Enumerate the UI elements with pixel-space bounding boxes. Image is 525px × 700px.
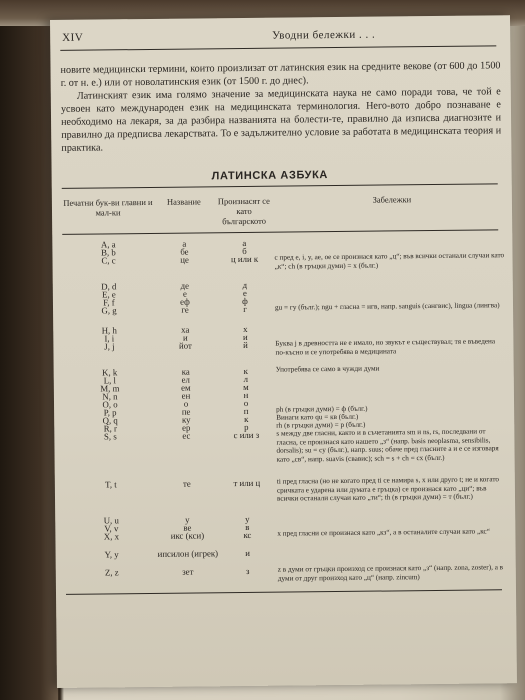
letter-cell: D, d <box>101 281 117 292</box>
letter-cell: B, b <box>101 247 116 258</box>
col-header-pronounced: Произнасят се като българското <box>217 195 270 227</box>
col-header-printed: Печатни бук-ви главни и мал-ки <box>63 196 153 218</box>
table-title: ЛАТИНСКА АЗБУКА <box>211 169 329 183</box>
pronunciation-cell: в <box>245 521 250 532</box>
letter-cell: X, x <box>103 531 120 542</box>
running-title: Уводни бележки . . . <box>272 28 376 42</box>
note-cell: x пред гласни се произнася като „кз“, а в останалите случаи като „кс“ <box>277 527 490 538</box>
name-cell: у <box>184 514 190 525</box>
note-cell <box>275 321 505 323</box>
table-row <box>66 545 506 560</box>
pronunciation-cell: и <box>245 547 251 558</box>
letter-cell: R, r <box>103 423 117 434</box>
col-header-name: Название <box>166 196 201 207</box>
letter-cell: H, h <box>101 325 117 336</box>
table-row <box>65 475 505 503</box>
name-cell: зет <box>182 566 194 577</box>
letter-cell: J, j <box>104 341 115 352</box>
pronunciation-cell: ф <box>242 295 248 307</box>
table-top-rule <box>62 183 498 189</box>
letter-cell: A, a <box>100 239 116 250</box>
note-cell <box>278 545 508 547</box>
letter-cell: C, c <box>101 255 116 266</box>
note-cell: gu = гу (бълг.); ngu + гласна = нгв, напр. sanguis (сангвис), lingua (лингва) <box>274 301 500 312</box>
pronunciation-cell: а <box>242 237 247 248</box>
letter-cell: V, v <box>104 523 119 534</box>
name-cell: икс (кси) <box>170 530 205 541</box>
name-cell: те <box>182 478 191 489</box>
letter-cell: O, o <box>102 399 118 410</box>
running-header <box>62 27 500 46</box>
pronunciation-cell: у <box>244 513 250 524</box>
letter-cell: G, g <box>101 305 117 316</box>
letter-cell: Z, z <box>104 567 119 578</box>
pronunciation-cell: л <box>243 373 249 384</box>
name-cell: йот <box>178 340 192 351</box>
pronunciation-cell: т или ц <box>233 477 261 489</box>
note-cell <box>275 285 505 287</box>
note-cell: Винаги като qu = кв (бълг.) <box>276 412 359 422</box>
pronunciation-cell: к <box>243 365 248 376</box>
note-cell: z в думи от гръцки произход се произнася като „з“ (напр. zona, zoster), а в думи от друг произход като „ц“ (напр. zincum) <box>277 563 504 583</box>
page-number: XIV <box>62 31 84 44</box>
note-cell <box>276 379 506 381</box>
letter-cell: P, p <box>103 407 117 418</box>
note-cell <box>276 387 506 389</box>
table-row <box>64 363 504 378</box>
name-cell: е <box>182 288 187 299</box>
note-cell <box>277 511 507 513</box>
name-cell: де <box>180 280 190 291</box>
note-cell: Буква j в древността не е имало, но звукът е съществувал; тя е въведена по-късно и се употребява в медицината <box>275 337 496 357</box>
header-rule <box>60 45 496 51</box>
note-cell: s между две гласни, както и в съчетанията sm и ns, rs, последвани от гласна, се произнася като нашето „з“ (напр. basis neoplasma, sensibilis, dorsalis); su = су (бълг.), напр. suus; обаче пред гласните a и e се изговаря като „св“, напр. suavis (свавис); sch = s + ch = сх (бълг.) <box>276 427 499 464</box>
letter-cell: Y, y <box>104 549 119 560</box>
note-cell: ti пред гласна (но не когато пред ti се намира s, x или друго t; не и когато сричката е ударена или думата е гръцка) се произнася като „ци“; във всички останали случаи като „ти“; th (в гръцки думи) = т (бълг.) <box>276 475 500 503</box>
pronunciation-cell: с или з <box>233 429 260 441</box>
table-row <box>63 321 503 336</box>
pronunciation-cell: кс <box>243 529 252 541</box>
pronunciation-cell: к <box>243 413 249 424</box>
name-cell: ге <box>181 304 189 315</box>
letter-cell: F, f <box>103 297 115 308</box>
note-cell <box>277 519 507 521</box>
name-cell: ем <box>181 382 191 393</box>
note-cell: Употребява се само в чужди думи <box>275 364 380 374</box>
note-cell <box>275 277 505 279</box>
pronunciation-cell: м <box>243 381 249 392</box>
pronunciation-cell: й <box>243 339 248 350</box>
note-cell: ph (в гръцки думи) = ф (бълг.) <box>276 404 368 414</box>
pronunciation-cell: ц или к <box>230 253 259 265</box>
name-cell: ер <box>182 422 191 433</box>
letter-cell: M, m <box>100 383 120 394</box>
pronunciation-cell: г <box>243 303 247 314</box>
note-cell <box>276 395 506 397</box>
pronunciation-cell: е <box>242 287 247 298</box>
intro-paragraph: новите медицински термини, които произлизат от латинския език на средните векове (от 600 до 1500 г. от н. е.) или от новолатинския език (от 1500 г. до днес). <box>60 60 501 89</box>
name-cell: бе <box>180 246 189 257</box>
note-cell <box>275 293 505 295</box>
intro-text <box>60 59 501 155</box>
intro-paragraph: Латинският език има голямо значение за медицинската наука не само поради това, че той е усвоен като международен език на медицинската терминология. Него-вото добро познаване е необходимо на лекаря, за да разбира названията на болести-те, правилно да изписва диагнозите и правилно да предписва лекарствата. То е задължително условие за работата в медицинската теория и практика. <box>60 86 502 154</box>
name-cell: ен <box>181 390 191 401</box>
letter-cell: S, s <box>103 431 117 442</box>
name-cell: ес <box>182 430 191 441</box>
table-bottom-rule <box>66 589 502 595</box>
col-header-notes: Забележки <box>372 194 412 205</box>
table-header-rule <box>62 229 498 235</box>
pronunciation-cell: о <box>243 397 249 408</box>
pronunciation-cell: и <box>242 331 248 342</box>
pronunciation-cell: б <box>242 245 247 256</box>
name-cell: ха <box>181 324 190 335</box>
letter-cell: N, n <box>102 391 118 402</box>
name-cell: це <box>180 254 189 265</box>
letter-cell: Q, q <box>102 415 118 426</box>
pronunciation-cell: н <box>243 389 249 400</box>
letter-cell: U, u <box>103 515 119 526</box>
name-cell: ипсилон (игрек) <box>157 548 219 559</box>
name-cell: еф <box>180 296 190 307</box>
note-cell: c пред e, i, y, ae, oe се произнася като „ц“; във всички останали случаи като „к“; ch (в гръцки думи) = х (бълг.) <box>274 251 505 271</box>
table-row <box>62 235 502 250</box>
name-cell: ка <box>181 366 190 377</box>
letter-cell: K, k <box>102 367 118 378</box>
pronunciation-cell: п <box>243 405 249 416</box>
note-cell <box>275 329 505 331</box>
name-cell: пе <box>181 406 191 417</box>
book-spine-edge <box>0 0 58 700</box>
pronunciation-cell: р <box>244 421 249 432</box>
name-cell: о <box>183 398 189 409</box>
table-row <box>63 277 503 292</box>
book-page <box>50 15 517 688</box>
note-cell: rh (в гръцки думи) = р (бълг.) <box>276 420 366 430</box>
table-row <box>65 511 505 526</box>
note-cell <box>274 243 504 245</box>
letter-cell: L, l <box>103 375 116 386</box>
letter-cell: T, t <box>105 479 117 490</box>
name-cell: ве <box>183 522 192 533</box>
name-cell: а <box>182 238 187 249</box>
name-cell: и <box>182 332 188 343</box>
pronunciation-cell: д <box>242 279 248 290</box>
letter-cell: E, e <box>101 289 116 300</box>
pronunciation-cell: х <box>242 323 248 334</box>
letter-cell: I, i <box>104 333 115 344</box>
pronunciation-cell: з <box>245 565 250 576</box>
note-cell <box>274 235 504 237</box>
name-cell: ку <box>181 414 191 425</box>
name-cell: ел <box>181 374 190 385</box>
table-row <box>66 563 506 583</box>
